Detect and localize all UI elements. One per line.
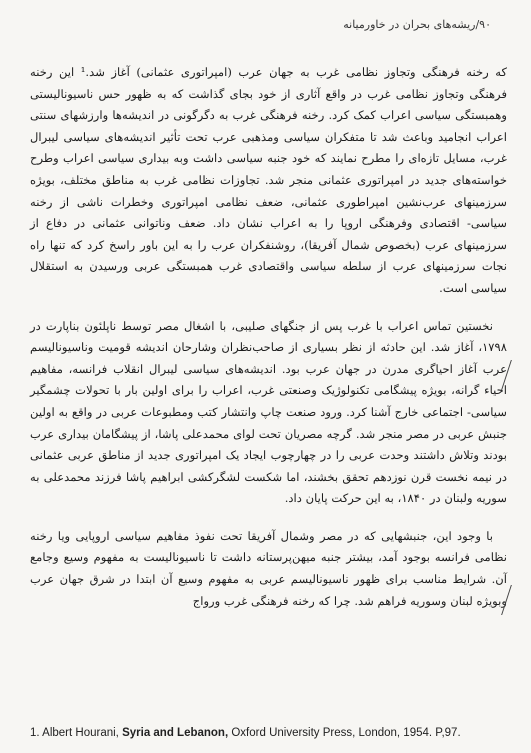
- paragraph-2: نخستین تماس اعراب با غرب پس از جنگهای صلیبی، با اشغال مصر توسط ناپلئون بناپارت در ۱۷۹۸، آغاز شد. این حادثه از نظر بسیاری از صاحب‌نظران وشارحان اندیشه قومیت وناسیونالیسم عرب آغاز احیاگری مدرن در جهان عرب بود. اندیشه‌های سیاسی لیبرال انقلاب فرانسه، مفاهیم احیاء گرانه، بویژه پیشگامی تکنولوژیک وصنعتی غرب، اعراب را برای اولین بار با تحولات چشمگیر سیاسی- اجتماعی خارج آشنا کرد. ورود صنعت چاپ وانتشار کتب ومطبوعات عربی در واقع به اولین جنبش عربی در مصر منجر شد. گرچه مصریان تحت لوای محمدعلی پاشا، از پیشگامان بیداری عرب بودند وتلاش داشتند وحدت عربی را در چهارچوب ایجاد یک امپراتوری جدید از مناطق عربی عثمانی در نیمه نخست قرن نوزدهم تحقق بخشند، اما شکست لشگرکشی ابراهیم پاشا فرزند محمدعلی به سوریه ولبنان در ۱۸۴۰، به این حرکت پایان داد.: [30, 318, 507, 506]
- page-title: ۹۰/ریشه‌های بحران در خاورمیانه: [343, 18, 491, 31]
- footnote-author: Albert Hourani,: [42, 727, 119, 739]
- footnote-publication: Oxford University Press, London, 1954. P,97.: [231, 727, 461, 739]
- running-header: [343, 18, 491, 31]
- footnote: [30, 727, 511, 739]
- paragraph-1: که رخنه فرهنگی وتجاوز نظامی غرب به جهان عرب (امپراتوری عثمانی) آغاز شد.¹ این رخنه فرهنگی وتجاوز نظامی غرب در واقع آثاری از خود بجای گذاشت که به ظهور حس ناسیونالیستی وهمبستگی سیاسی اعراب کمک کرد. رخنه فرهنگی غرب به دگرگونی در اندیشه‌ها وارزشهای سنتی اعراب انجامید وباعث شد تا متفکران سیاسی ومذهبی عرب تحت تأثیر اندیشه‌های سیاسی لیبرال غرب، مسایل تازه‌ای را مطرح نمایند که خود جنبه سیاسی داشت وبه بیداری سیاسی اعراب وطرح خواسته‌های جدید در امپراتوری عثمانی منجر شد. تجاوزات نظامی غرب به مناطق مختلف، بویژه سرزمینهای عرب‌نشین امپراطوری عثمانی، ضعف نظامی امپراتوری وخطرات ناشی از رخنه سیاسی- اقتصادی وفرهنگی اروپا را به اعراب نشان داد. ضعف وناتوانی عثمانی در دفاع از سرزمینهای عرب (بخصوص شمال آفریقا)، روشنفکران عرب را به این باور راسخ کرد که تنها راه نجات سرزمینهای عرب از سلطه سیاسی واقتصادی غرب همبستگی عربی ورسیدن به استقلال سیاسی است.: [30, 65, 507, 295]
- main-text: [30, 62, 507, 628]
- paragraph-3: با وجود این، جنبشهایی که در مصر وشمال آفریقا تحت نفوذ مفاهیم سیاسی اروپایی ویا رخنه نظامی فرانسه بوجود آمد، بیشتر جنبه میهن‌پرستانه داشت تا ناسیونالیست به مفهوم وسیع وجامع آن. شرایط مناسب برای ظهور ناسیونالیسم عربی به مفهوم وسیع آن ابتدا در شرق جهان عرب وبویژه لبنان وسوریه فراهم شد. چرا که رخنه فرهنگی غرب ورواج: [30, 528, 507, 608]
- footnote-number: 1.: [30, 727, 40, 739]
- footnote-title: Syria and Lebanon,: [122, 727, 229, 739]
